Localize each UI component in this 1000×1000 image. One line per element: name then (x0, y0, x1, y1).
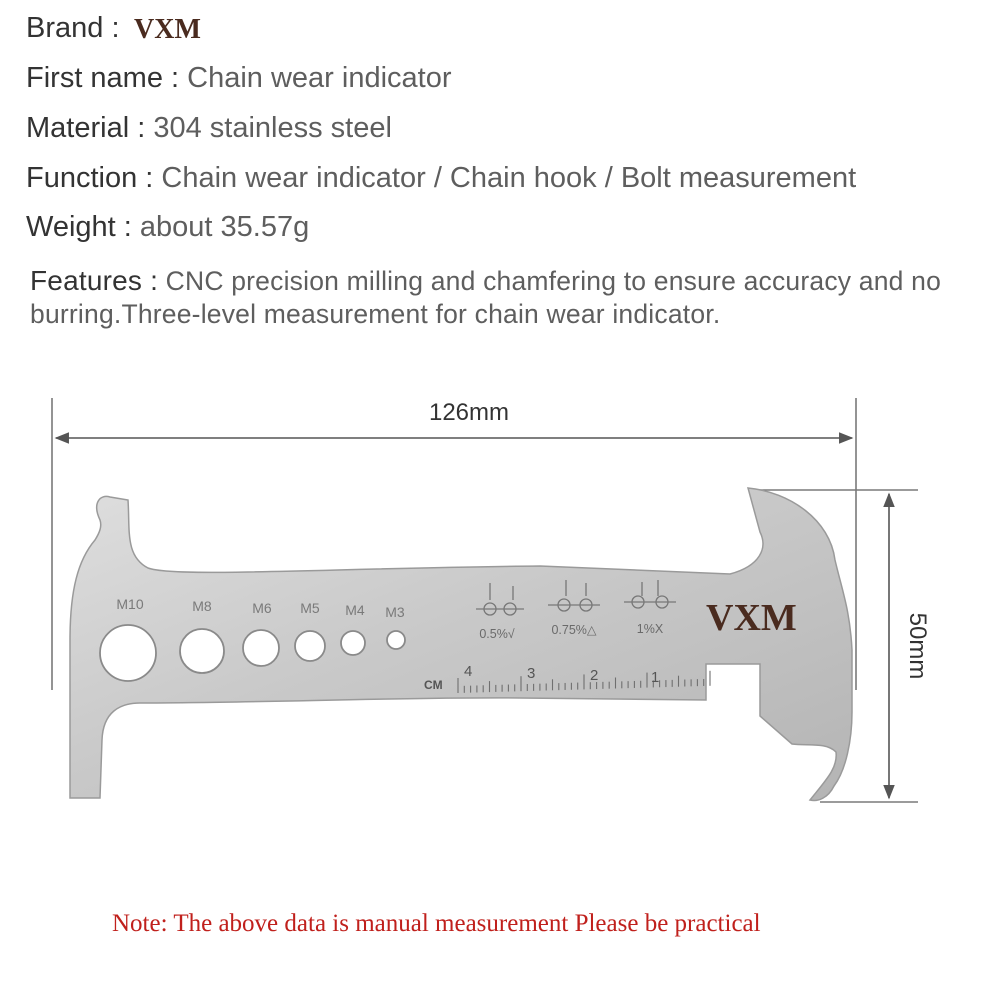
measurement-note: Note: The above data is manual measurement Please be practical (112, 910, 761, 937)
bolt-label-m3: M3 (385, 604, 405, 620)
function-label: Function : (26, 162, 154, 194)
tool-diagram (0, 380, 1000, 820)
weight-label: Weight : (26, 211, 132, 243)
spec-function (26, 164, 856, 193)
first-name-value: Chain wear indicator (187, 62, 452, 94)
features-label: Features : (30, 265, 159, 296)
bolt-hole-m6 (243, 630, 279, 666)
spec-weight (26, 213, 309, 242)
bolt-hole-m3 (387, 631, 405, 649)
ruler-number-1: 1 (651, 669, 660, 686)
ruler-number-4: 4 (464, 663, 473, 680)
bolt-hole-m10 (100, 625, 156, 681)
bolt-label-m8: M8 (192, 598, 212, 614)
spec-features (30, 264, 970, 331)
bolt-hole-m5 (295, 631, 325, 661)
function-value: Chain wear indicator / Chain hook / Bolt measurement (161, 162, 857, 194)
bolt-label-m4: M4 (345, 602, 365, 618)
bolt-hole-m8 (180, 629, 224, 673)
ruler-number-2: 2 (590, 667, 599, 684)
wear-label-075: 0.75%△ (551, 623, 597, 637)
height-label: 50mm (904, 612, 931, 680)
brand-logo-text: VXM (133, 15, 201, 41)
weight-value: about 35.57g (139, 211, 310, 243)
material-value: 304 stainless steel (153, 112, 392, 144)
tool-logo: VXM (706, 597, 797, 639)
bolt-label-m5: M5 (300, 600, 320, 616)
material-label: Material : (26, 112, 146, 144)
features-value: CNC precision milling and chamfering to ensure accuracy and no burring.Three-level measurement for chain wear indicator. (30, 266, 942, 329)
bolt-hole-m4 (341, 631, 365, 655)
ruler-number-3: 3 (527, 665, 536, 682)
brand-label: Brand : (26, 12, 120, 44)
spec-first-name (26, 64, 452, 93)
wear-label-05: 0.5%√ (479, 627, 515, 641)
width-label: 126mm (428, 399, 510, 426)
brand-logo (134, 15, 216, 47)
wear-label-1: 1%X (636, 622, 664, 636)
ruler-unit: CM (424, 678, 443, 692)
bolt-label-m6: M6 (252, 600, 272, 616)
bolt-label-m10: M10 (116, 596, 144, 612)
spec-material (26, 114, 392, 143)
first-name-label: First name : (26, 62, 180, 94)
spec-brand (26, 14, 216, 47)
